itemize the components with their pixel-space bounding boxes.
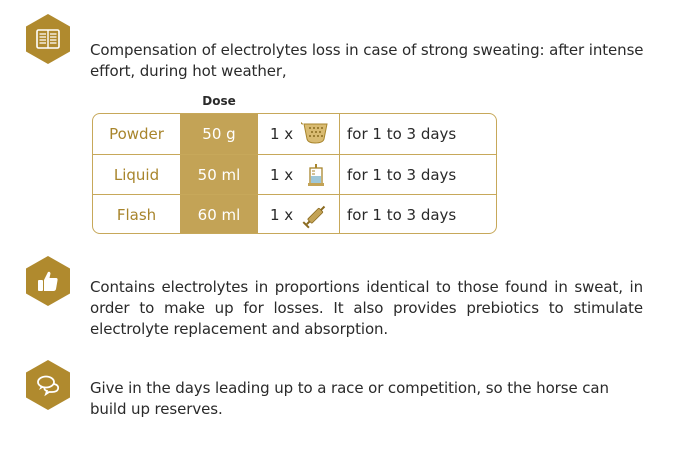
quantity-cell <box>258 195 340 234</box>
duration-text: for 1 to 3 days <box>347 166 457 184</box>
quantity-value: 1 x <box>270 125 294 143</box>
usage-indication-text: Compensation of electrolytes loss in case of strong sweating: after intense effort, during hot weather, <box>90 41 644 80</box>
administration-advice-text: Give in the days leading up to a race or competition, so the horse can build up reserves. <box>90 379 609 418</box>
dose-column-header: Dose <box>202 94 236 108</box>
scoop-icon <box>301 119 331 149</box>
quantity-cell <box>258 114 340 154</box>
dose-value: 60 ml <box>180 195 258 234</box>
table-row <box>93 154 496 195</box>
duration-text: for 1 to 3 days <box>347 125 457 143</box>
table-row <box>93 114 496 154</box>
product-form-label: Flash <box>116 206 157 224</box>
product-form-label: Powder <box>109 125 164 143</box>
dose-value: 50 ml <box>180 155 258 195</box>
thumbs-up-icon-glyph <box>35 268 61 294</box>
speech-bubbles-icon <box>26 360 70 410</box>
product-form-label: Liquid <box>113 166 160 184</box>
dose-value: 50 g <box>180 114 258 154</box>
benefits-text: Contains electrolytes in proportions identical to those found in sweat, in order to make up for losses. It also provides prebiotics to stimulate electrolyte replacement and absorption. <box>90 278 643 338</box>
speech-bubbles-icon-glyph <box>35 372 61 398</box>
table-row <box>93 194 496 234</box>
measuring-cup-icon <box>301 160 331 190</box>
dose-table <box>92 113 497 234</box>
book-icon-glyph <box>35 26 61 52</box>
quantity-cell <box>258 155 340 195</box>
syringe-icon <box>301 200 331 230</box>
quantity-value: 1 x <box>270 206 294 224</box>
book-icon <box>26 14 70 64</box>
quantity-value: 1 x <box>270 166 294 184</box>
duration-text: for 1 to 3 days <box>347 206 457 224</box>
thumbs-up-icon <box>26 256 70 306</box>
